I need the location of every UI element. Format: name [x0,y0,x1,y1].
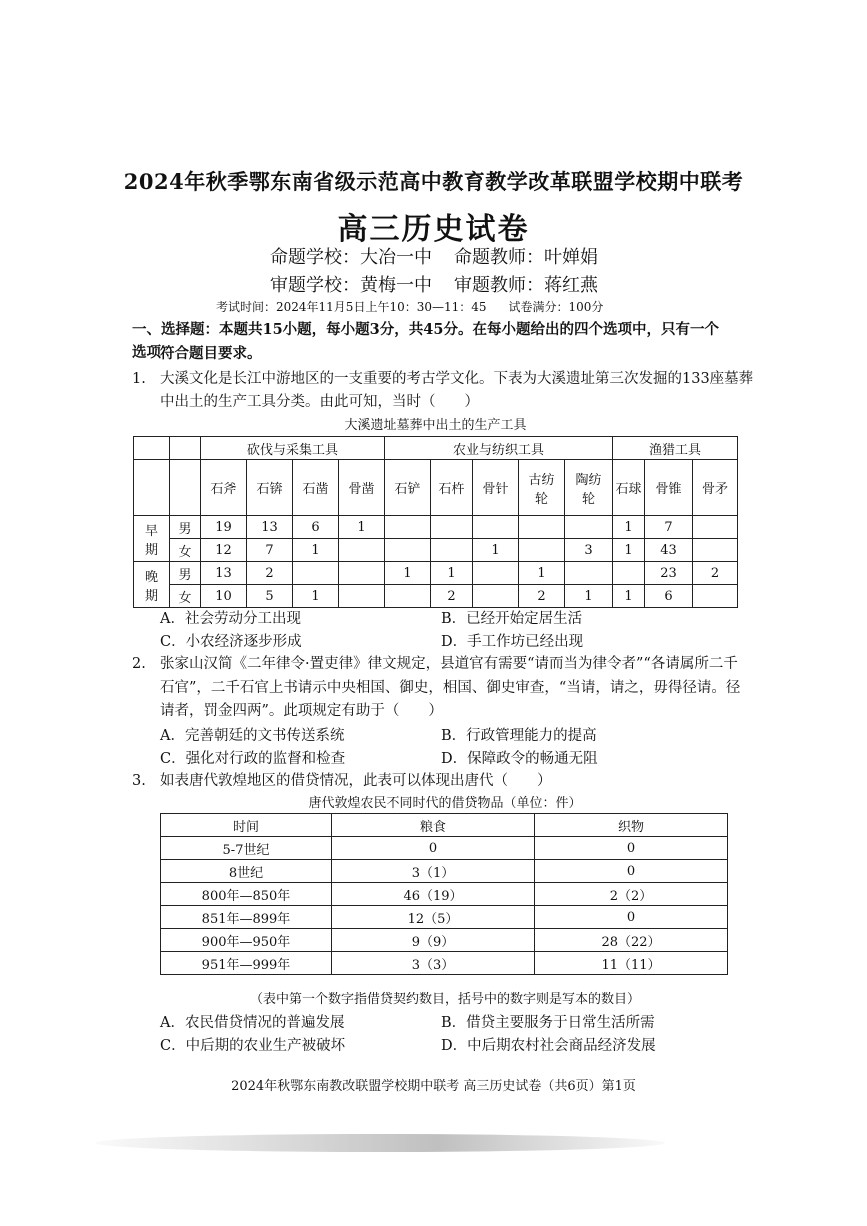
table-cell: 3 [565,539,613,562]
scan-smear [95,1134,665,1152]
table-cell: 1 [293,585,339,608]
q3-option-d[interactable]: D．中后期农村社会商品经济发展 [441,1038,656,1054]
table-cell [473,562,519,585]
section-heading: 一、选择题：本题共15小题，每小题3分，共45分。在每小题给出的四个选项中，只有一个选项 [132,321,719,361]
table-cell [385,516,431,539]
group-header: 农业与纺织工具 [385,437,613,460]
table-cell: 1 [339,516,385,539]
table-cell: 5-7世纪 [161,837,332,860]
table-cell: 2 [431,585,473,608]
table-cell [519,516,565,539]
table-cell: 46（19） [332,883,535,906]
table-cell: 2 [693,562,738,585]
table-cell [473,516,519,539]
table-cell: 43 [645,539,693,562]
table-cell: 13 [247,516,293,539]
table-cell: 7 [645,516,693,539]
table-cell: 12 [201,539,247,562]
tool-header: 骨针 [473,460,519,516]
q3-table-title: 唐代敦煌农民不同时代的借贷物品（单位：件） [308,796,582,811]
table-cell: 800年—850年 [161,883,332,906]
exam-meta [216,298,603,315]
table-cell: 8世纪 [161,860,332,883]
reviewer-line [270,271,598,297]
exam-time: 考试时间：2024年11月5日上午10：30—11：45 [216,300,487,314]
period-char: 早 [144,523,158,539]
table-cell: 1 [431,562,473,585]
tool-header-line: 轮 [534,491,548,507]
table-cell [134,460,170,516]
tool-header-line: 轮 [581,491,595,507]
table-cell [431,516,473,539]
tool-header [565,460,613,516]
table-cell: 2 [519,585,565,608]
tool-header: 石凿 [293,460,339,516]
table-cell: 851年—899年 [161,906,332,929]
q3-option-a[interactable]: A．农民借贷情况的普遍发展 [160,1015,345,1031]
table-cell [339,562,385,585]
q3-option-c[interactable]: C．中后期的农业生产被破坏 [160,1038,346,1054]
setter-school: 命题学校：大冶一中 [270,247,432,268]
tool-header: 骨凿 [339,460,385,516]
tool-header-line: 古纺 [528,472,555,488]
q3-number: 3. [132,773,146,789]
q1-option-a[interactable]: A．社会劳动分工出现 [160,611,301,627]
q1-stem-line2: 中出土的生产工具分类。由此可知，当时（ ） [160,394,479,410]
table-cell [385,585,431,608]
q2-stem-line2: 石官”，二千石官上书请示中央相国、御史，相国、御史审查，“当请，请之，毋得径请。径 [160,680,741,696]
table-cell: 12（5） [332,906,535,929]
table-cell [693,516,738,539]
q1-group-row [134,437,738,460]
sex-cell: 女 [170,539,201,562]
sex-cell: 男 [170,562,201,585]
period-cell [134,516,170,562]
q3-table [160,813,728,975]
group-header: 砍伐与采集工具 [201,437,385,460]
q2-option-a[interactable]: A．完善朝廷的文书传送系统 [160,728,345,744]
q1-table-title: 大溪遗址墓葬中出土的生产工具 [344,418,527,433]
tool-header-line: 陶纺 [575,472,602,488]
q2-number: 2. [132,656,146,672]
q3-option-b[interactable]: B．借贷主要服务于日常生活所需 [441,1015,655,1031]
tool-header: 骨锥 [645,460,693,516]
table-cell [565,562,613,585]
q3-table-note: （表中第一个数字指借贷契约数目，括号中的数字则是写本的数目） [249,992,640,1007]
q1-option-d[interactable]: D．手工作坊已经出现 [441,634,584,650]
q1-number: 1. [132,371,146,387]
table-cell: 5 [247,585,293,608]
table-cell: 6 [293,516,339,539]
table-cell: 1 [519,562,565,585]
table-cell: 11（11） [535,952,728,975]
table-row [161,860,728,883]
column-header: 粮食 [332,814,535,837]
table-cell: 10 [201,585,247,608]
table-cell: 1 [613,516,645,539]
q2-stem-line3: 请者，罚金四两”。此项规定有助于（ ） [160,703,443,719]
tool-header: 石锛 [247,460,293,516]
table-cell: 0 [535,906,728,929]
sex-cell: 女 [170,585,201,608]
tool-header [519,460,565,516]
sex-cell: 男 [170,516,201,539]
period-char: 期 [144,542,158,558]
table-cell [431,539,473,562]
table-cell: 23 [645,562,693,585]
table-cell [693,585,738,608]
table-cell: 900年—950年 [161,929,332,952]
table-cell [339,585,385,608]
table-cell: 1 [613,539,645,562]
table-cell: 19 [201,516,247,539]
column-header: 时间 [161,814,332,837]
q1-stem-line1: 大溪文化是长江中游地区的一支重要的考古学文化。下表为大溪遗址第三次发掘的133座墓葬 [160,371,754,387]
q1-option-b[interactable]: B．已经开始定居生活 [441,611,583,627]
table-cell [473,585,519,608]
table-cell: 3（3） [332,952,535,975]
table-row [161,906,728,929]
table-cell [385,539,431,562]
period-char: 晚 [144,569,158,585]
table-cell [170,437,201,460]
q1-option-c[interactable]: C．小农经济逐步形成 [160,634,302,650]
tool-header: 骨矛 [693,460,738,516]
table-row [161,883,728,906]
table-cell: 0 [535,837,728,860]
table-cell: 3（1） [332,860,535,883]
table-cell [519,539,565,562]
q3-stem-line1: 如表唐代敦煌地区的借贷情况，此表可以体现出唐代（ ） [160,773,552,789]
table-cell: 28（22） [535,929,728,952]
table-cell: 1 [473,539,519,562]
table-cell: 951年—999年 [161,952,332,975]
table-cell: 9（9） [332,929,535,952]
q2-option-c[interactable]: C．强化对行政的监督和检查 [160,751,346,767]
period-cell [134,562,170,608]
q2-stem-line1: 张家山汉简《二年律令·置吏律》律文规定，县道官有需要“请而当为律令者”“各请属所二千 [160,656,738,672]
section-heading-cont: 符合题目要求。 [160,345,262,362]
table-cell: 1 [385,562,431,585]
table-row [134,516,738,539]
table-row [134,585,738,608]
table-cell: 1 [565,585,613,608]
table-cell: 0 [535,860,728,883]
period-char: 期 [144,588,158,604]
table-cell [339,539,385,562]
tool-header: 石杵 [431,460,473,516]
table-cell: 1 [293,539,339,562]
table-cell: 7 [247,539,293,562]
group-header: 渔猎工具 [613,437,738,460]
table-cell: 6 [645,585,693,608]
column-header: 织物 [535,814,728,837]
table-row [134,562,738,585]
tool-header: 石斧 [201,460,247,516]
table-row [161,952,728,975]
table-cell [293,562,339,585]
table-cell [565,516,613,539]
table-cell: 1 [613,585,645,608]
table-cell [693,539,738,562]
table-row [134,539,738,562]
table-cell: 0 [332,837,535,860]
page-footer: 2024年秋鄂东南教改联盟学校期中联考 高三历史试卷（共6页）第1页 [231,1079,636,1094]
table-header-row [161,814,728,837]
table-row [161,929,728,952]
setter-teacher: 命题教师：叶婵娟 [454,247,598,268]
tool-header: 石铲 [385,460,431,516]
q2-option-d[interactable]: D．保障政令的畅通无阻 [441,751,598,767]
setter-line [270,243,598,269]
exam-title: 2024年秋季鄂东南省级示范高中教育教学改革联盟学校期中联考 [123,169,744,194]
q2-option-b[interactable]: B．行政管理能力的提高 [441,728,597,744]
q1-table [133,436,738,608]
table-cell [170,460,201,516]
table-cell [134,437,170,460]
table-row [161,837,728,860]
paper-title: 高三历史试卷 [337,212,530,247]
full-score: 试卷满分：100分 [508,300,604,314]
table-cell [613,562,645,585]
table-cell: 13 [201,562,247,585]
reviewer-school: 审题学校：黄梅一中 [270,275,432,296]
tool-header: 石球 [613,460,645,516]
q1-tool-row [134,460,738,516]
reviewer-teacher: 审题教师：蒋红燕 [454,275,598,296]
table-cell: 2 [247,562,293,585]
table-cell: 2（2） [535,883,728,906]
